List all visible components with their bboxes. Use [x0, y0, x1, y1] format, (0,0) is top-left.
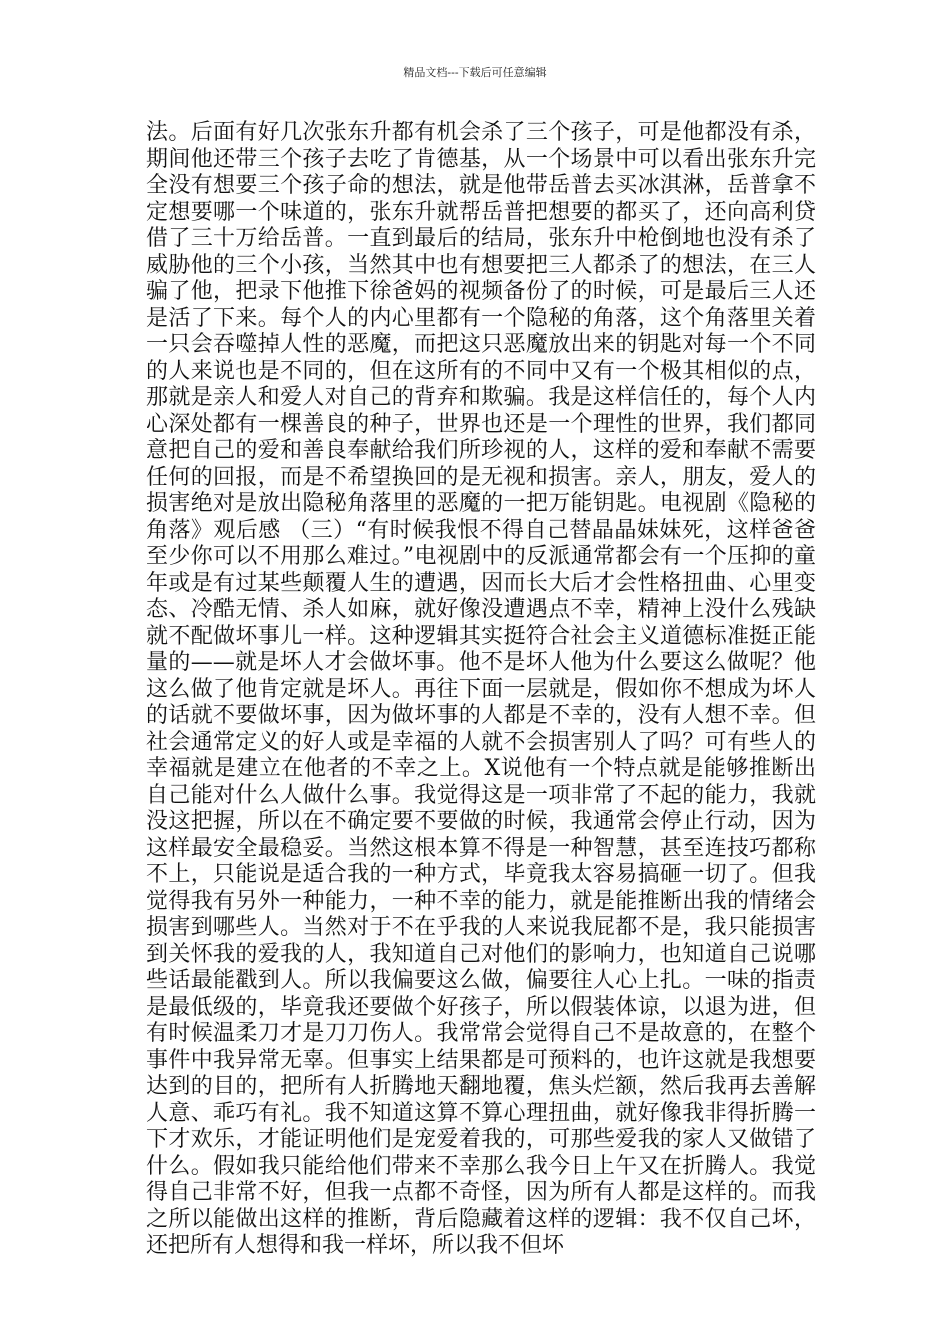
page-header: 精品文档---下载后可任意编辑 [403, 66, 547, 79]
body-paragraph: 法。后面有好几次张东升都有机会杀了三个孩子，可是他都没有杀，期间他还带三个孩子去吃了肯德基，从一个场景中可以看出张东升完全没有想要三个孩子命的想法，就是他带岳普去买冰淇淋，岳普拿不定想要哪一个味道的，张东升就帮岳普把想要的都买了，还向高利贷借了三十万给岳普。一直到最后的结局，张东升中枪倒地也没有杀了威胁他的三个小孩，当然其中也有想要把三人都杀了的想法，在三人骗了他，把录下他推下徐爸妈的视频备份了的时候，可是最后三人还是活了下来。每个人的内心里都有一个隐秘的角落，这个角落里关着一只会吞噬掉人性的恶魔，而把这只恶魔放出来的钥匙对每一个不同的人来说也是不同的，但在这所有的不同中又有一个极其相似的点，那就是亲人和爱人对自己的背弃和欺骗。我是这样信任的，每个人内心深处都有一棵善良的种子，世界也还是一个理性的世界，我们都同意把自己的爱和善良奉献给我们所珍视的人，这样的爱和奉献不需要任何的回报，而是不希望换回的是无视和损害。亲人，朋友，爱人的损害绝对是放出隐秘角落里的恶魔的一把万能钥匙。电视剧《隐秘的角落》观后感 （三）“有时候我恨不得自己替晶晶妹妹死，这样爸爸至少你可以不用那么难过。”电视剧中的反派通常都会有一个压抑的童年或是有过某些颠覆人生的遭遇，因而长大后才会性格扭曲、心里变态、冷酷无情、杀人如麻，就好像没遭遇点不幸，精神上没什么残缺就不配做坏事儿一样。这种逻辑其实挺符合社会主义道德标准挺正能量的——就是坏人才会做坏事。他不是坏人他为什么要这么做呢？他这么做了他肯定就是坏人。再往下面一层就是，假如你不想成为坏人的话就不要做坏事，因为做坏事的人都是不幸的，没有人想不幸。但社会通常定义的好人或是幸福的人就不会损害别人了吗？可有些人的幸福就是建立在他者的不幸之上。X说他有一个特点就是能够推断出自己能对什么人做什么事。我觉得这是一项非常了不起的能力，我就没这把握，所以在不确定要不要做的时候，我通常会停止行动，因为这样最安全最稳妥。当然这根本算不得是一种智慧，甚至连技巧都称不上，只能说是适合我的一种方式，毕竟我太容易搞砸一切了。但我觉得我有另外一种能力，一种不幸的能力，就是能推断出我的情绪会损害到哪些人。当然对于不在乎我的人来说我屁都不是，我只能损害到关怀我的爱我的人，我知道自己对他们的影响力，也知道自己说哪些话最能戳到人。所以我偏要这么做，偏要往人心上扎。一味的指责是最低级的，毕竟我还要做个好孩子，所以假装体谅，以退为进，但有时候温柔刀才是刀刀伤人。我常常会觉得自己不是故意的，在整个事件中我异常无辜。但事实上结果都是可预料的，也许这就是我想要达到的目的，把所有人折腾地天翻地覆，焦头烂额，然后我再去善解人意、乖巧有礼。我不知道这算不算心理扭曲，就好像我非得折腾一下才欢乐，才能证明他们是宠爱着我的，可那些爱我的家人又做错了什么。假如我只能给他们带来不幸那么我今日上午又在折腾人。我觉得自己非常不好，但我一点都不奇怪，因为所有人都是这样的。而我之所以能做出这样的推断，背后隐藏着这样的逻辑：我不仅自己坏，还把所有人想得和我一样坏，所以我不但坏 [146, 120, 816, 1258]
